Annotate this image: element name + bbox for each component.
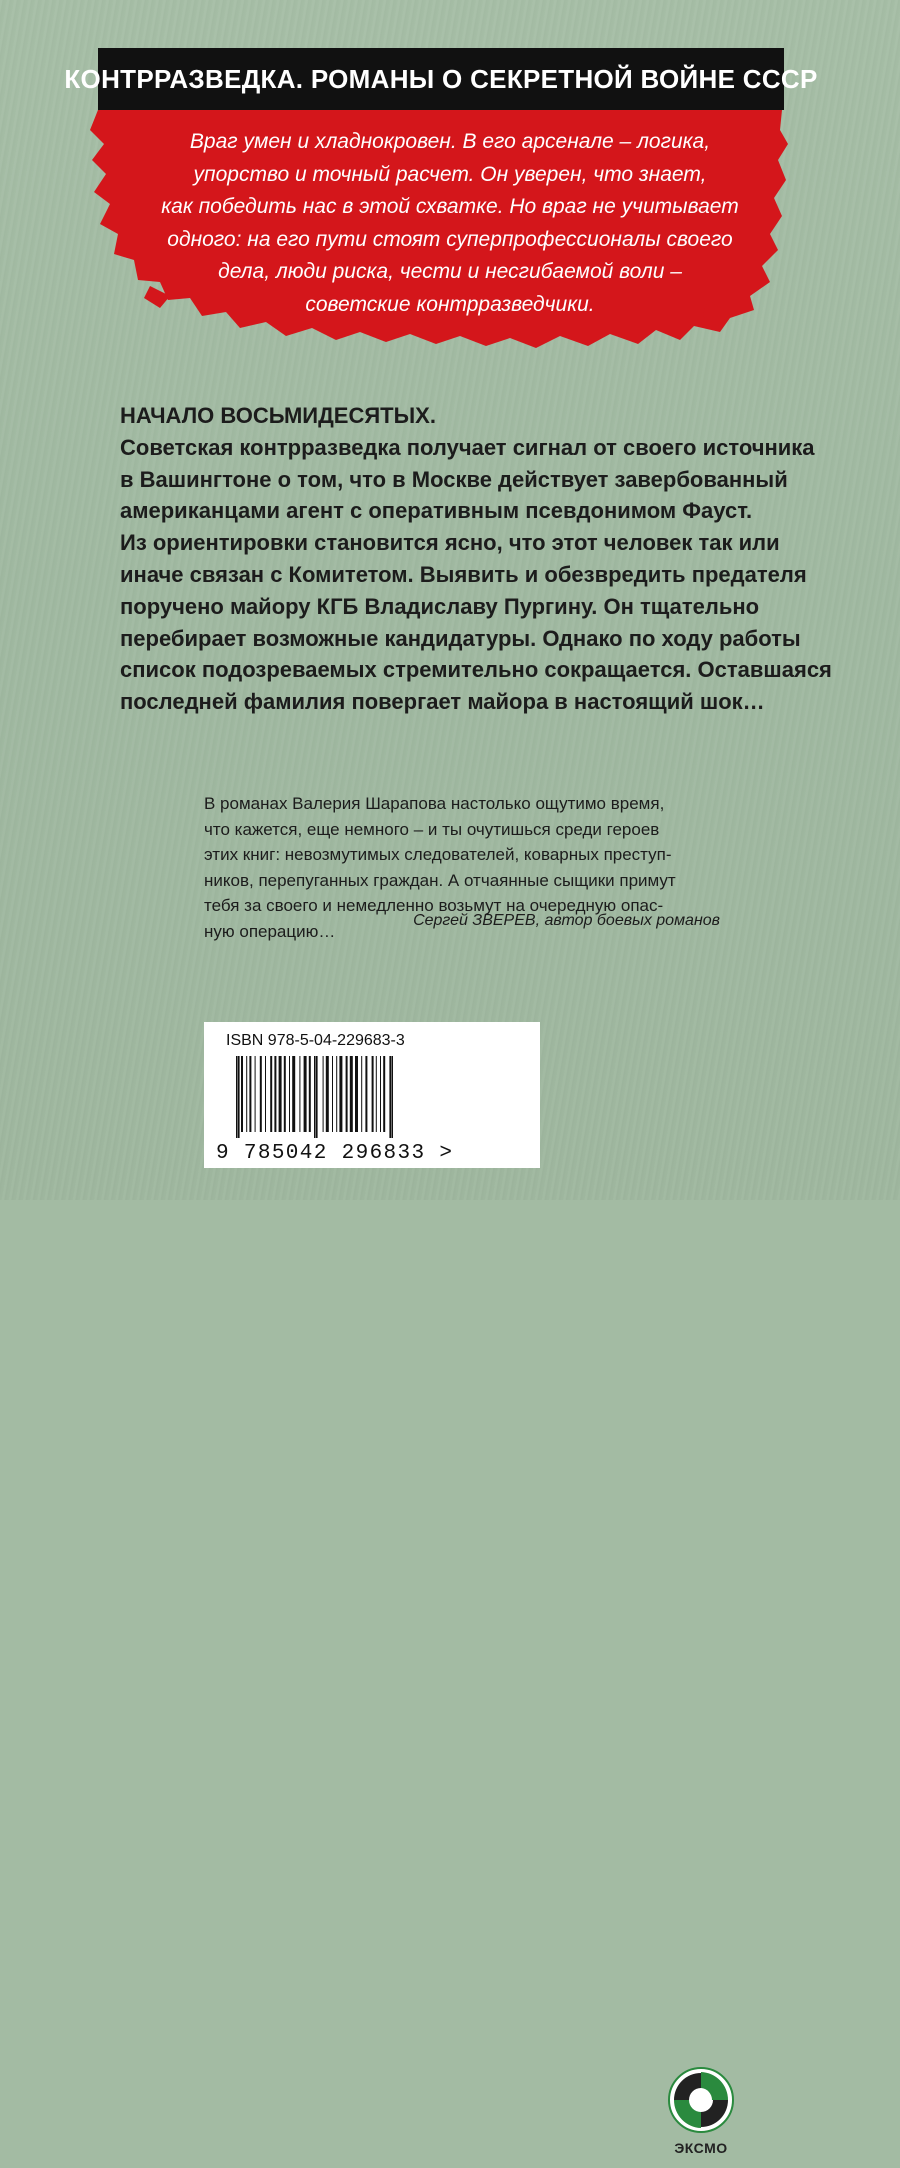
tagline-block <box>150 126 750 321</box>
tagline-line: Враг умен и хладнокровен. В его арсенале – логика, <box>189 130 711 153</box>
barcode-bar <box>279 1056 282 1132</box>
plot-summary <box>120 400 832 718</box>
barcode-guard-bar <box>391 1056 393 1138</box>
summary-line: Советская контрразведка получает сигнал от своего источника <box>120 434 815 460</box>
series-title: КОНТРРАЗВЕДКА. РОМАНЫ О СЕКРЕТНОЙ ВОЙНЕ СССР <box>64 63 818 94</box>
isbn-text: ISBN 978-5-04-229683-3 <box>226 1032 405 1049</box>
tagline-line: как победить нас в этой схватке. Но враг не учитывает <box>161 195 739 218</box>
summary-line: список подозреваемых стремительно сокращается. Оставшаяся <box>120 657 832 683</box>
review-line: тебя за своего и немедленно возьмут на очередную опас- <box>204 896 664 915</box>
barcode-bar <box>289 1056 290 1132</box>
barcode-bar <box>372 1056 374 1132</box>
barcode-bar <box>255 1056 256 1132</box>
review-line: ную операцию… <box>204 921 336 941</box>
barcode-bar <box>365 1056 367 1132</box>
summary-line: иначе связан с Комитетом. Выявить и обезвредить предателя <box>120 561 807 587</box>
barcode-bar <box>246 1056 247 1132</box>
review-line: ников, перепуганных граждан. А отчаянные сыщики примут <box>204 870 676 890</box>
barcode-bar <box>274 1056 276 1132</box>
barcode-digits: 9 785042 296833 > <box>216 1142 452 1162</box>
barcode-bar <box>332 1056 333 1132</box>
barcode-bar <box>376 1056 377 1132</box>
barcode-bar <box>249 1056 251 1132</box>
barcode-bar <box>265 1056 266 1132</box>
barcode-bar <box>355 1056 358 1132</box>
barcode-guard-bar <box>389 1056 391 1138</box>
barcode-bar <box>380 1056 381 1132</box>
summary-line: Из ориентировки становится ясно, что этот человек так или <box>120 530 780 556</box>
barcode-panel <box>204 1022 728 2156</box>
review-line: этих книг: невозмутимых следователей, коварных преступ- <box>204 845 672 864</box>
barcode-bar <box>299 1056 300 1132</box>
barcode-bar <box>304 1056 307 1132</box>
barcode-bar <box>339 1056 342 1132</box>
barcode-bar <box>292 1056 295 1132</box>
review-attribution: Сергей ЗВЕРЕВ, автор боевых романов <box>413 912 720 929</box>
barcode-bar <box>350 1056 353 1132</box>
barcode-bar <box>284 1056 286 1132</box>
barcode-bar <box>270 1056 272 1132</box>
barcode-bar <box>241 1056 243 1132</box>
barcode-bar <box>326 1056 329 1132</box>
barcode-guard-bar <box>238 1056 240 1138</box>
summary-line: поручено майору КГБ Владиславу Пургину. Он тщательно <box>120 593 760 619</box>
eksmo-logo-icon <box>666 2064 736 2138</box>
barcode-bar <box>361 1056 362 1132</box>
barcode-bar <box>346 1056 348 1132</box>
barcode-guard-bar <box>316 1056 318 1138</box>
barcode-bar <box>383 1056 385 1132</box>
summary-line: американцами агент с оперативным псевдонимом Фауст. <box>120 498 753 524</box>
barcode-guard-bar <box>314 1056 316 1138</box>
summary-line: последней фамилия повергает майора в настоящий шок… <box>120 689 765 715</box>
review-line: В романах Валерия Шарапова настолько ощутимо время, <box>204 794 665 813</box>
tagline-line: дела, люди риска, чести и несгибаемой воли – <box>218 260 682 283</box>
tagline-line: упорство и точный расчет. Он уверен, что знает, <box>193 162 707 186</box>
barcode-bar <box>260 1056 262 1132</box>
barcode-bar <box>336 1056 337 1132</box>
series-banner <box>64 48 818 110</box>
barcode-guard-bar <box>236 1056 238 1138</box>
tagline-line: советские контрразведчики. <box>305 292 595 316</box>
barcode-bar <box>323 1056 324 1132</box>
tagline-line: одного: на его пути стоят суперпрофессионалы своего <box>167 227 733 251</box>
publisher-logo <box>666 2064 736 2168</box>
barcode <box>214 1056 454 1162</box>
summary-line: в Вашингтоне о том, что в Москве действует завербованный <box>120 466 788 492</box>
summary-heading: НАЧАЛО ВОСЬМИДЕСЯТЫХ. <box>120 403 436 428</box>
summary-line: перебирает возможные кандидатуры. Однако по ходу работы <box>120 625 801 651</box>
review-line: что кажется, еще немного – и ты очутишься среди героев <box>204 819 660 839</box>
publisher-name: ЭКСМО <box>674 2140 728 2156</box>
barcode-bar <box>309 1056 311 1132</box>
